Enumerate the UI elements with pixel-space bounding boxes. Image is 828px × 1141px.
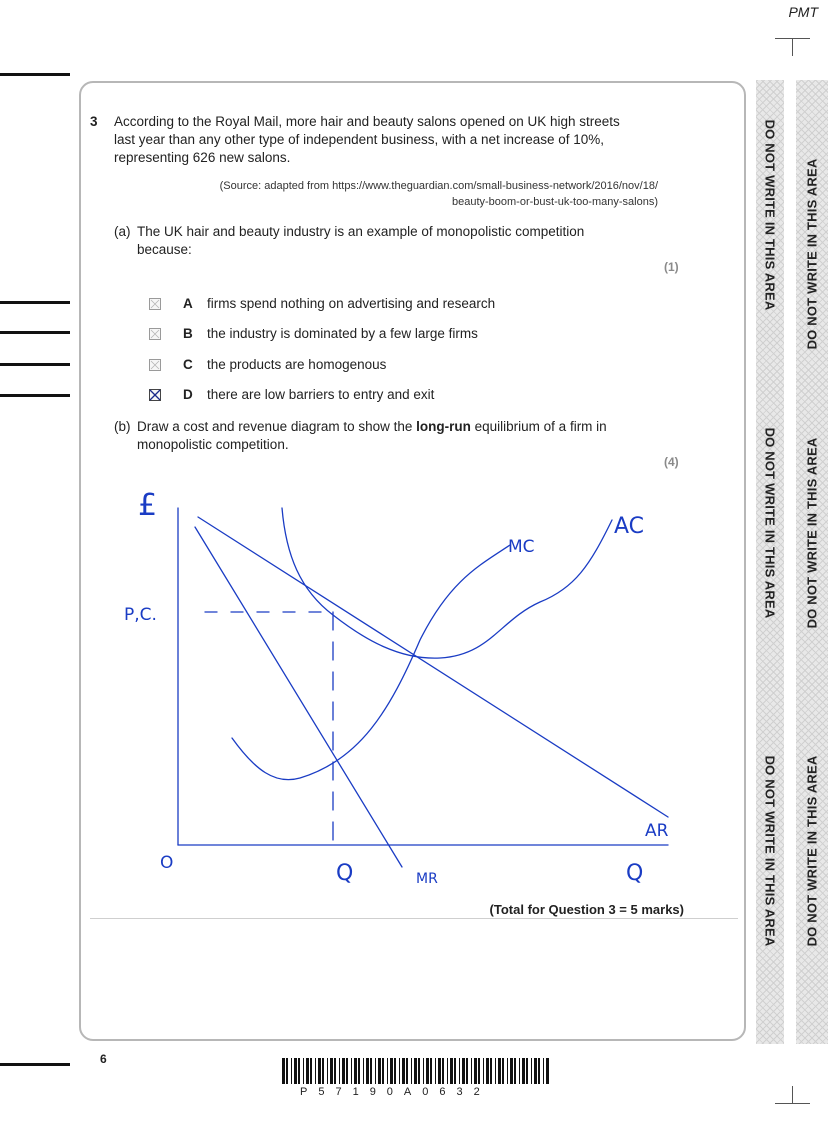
margin-bar [0, 394, 70, 397]
mr-label: MR [416, 871, 438, 887]
barcode-bar [282, 1058, 285, 1084]
mc-label: MC [508, 537, 535, 557]
barcode-bar [498, 1058, 501, 1084]
do-not-write-label: DO NOT WRITE IN THIS AREA [804, 437, 820, 629]
barcode-bar [519, 1058, 520, 1084]
barcode-bar [490, 1058, 492, 1084]
barcode-bar [327, 1058, 328, 1084]
crop-mark-bottom-v [792, 1086, 793, 1104]
barcode-bar [342, 1058, 345, 1084]
barcode-bar [315, 1058, 316, 1084]
option-a-text: firms spend nothing on advertising and research [207, 296, 496, 311]
barcode-bar [538, 1058, 540, 1084]
part-a-marks: (1) [664, 260, 679, 274]
question-stem-line: representing 626 new salons. [114, 150, 291, 165]
margin-bar [0, 363, 70, 366]
page-number: 6 [100, 1052, 107, 1066]
barcode-bar [306, 1058, 309, 1084]
barcode-bar [423, 1058, 424, 1084]
barcode-bar [406, 1058, 408, 1084]
barcode-bar [543, 1058, 544, 1084]
part-b-text-line2: monopolistic competition. [137, 437, 289, 452]
barcode-bar [483, 1058, 484, 1084]
option-c-letter: C [183, 357, 193, 372]
margin-bar [0, 73, 70, 76]
question-stem-line: last year than any other type of independent business, with a net increase of 10%, [114, 132, 605, 147]
part-b-text: Draw a cost and revenue diagram to show the long-run equilibrium of a firm in [137, 419, 607, 434]
barcode-bar [526, 1058, 528, 1084]
source-line: beauty-boom-or-bust-uk-too-many-salons) [451, 196, 658, 208]
barcode-bar [402, 1058, 405, 1084]
barcode-bar [438, 1058, 441, 1084]
barcode-bar [322, 1058, 324, 1084]
barcode-bar [318, 1058, 321, 1084]
barcode-bar [351, 1058, 352, 1084]
question-end-rule [90, 918, 738, 919]
barcode-bar [291, 1058, 292, 1084]
y-axis-label: £ [138, 488, 158, 523]
part-a-text: because: [137, 242, 192, 257]
quantity-equilibrium-label: Q [336, 861, 354, 886]
barcode-bar [414, 1058, 417, 1084]
barcode-bar [294, 1058, 297, 1084]
barcode-bar [507, 1058, 508, 1084]
barcode-text: P57190A0632 [300, 1086, 491, 1098]
barcode-bar [366, 1058, 369, 1084]
barcode-bar [310, 1058, 312, 1084]
barcode-bar [495, 1058, 496, 1084]
part-a-label: (a) [114, 224, 131, 239]
barcode-bar [534, 1058, 537, 1084]
barcode-bar [435, 1058, 436, 1084]
option-a-checkbox[interactable] [149, 298, 161, 310]
barcode-bar [354, 1058, 357, 1084]
part-b-label: (b) [114, 419, 131, 434]
question-total: (Total for Question 3 = 5 marks) [489, 902, 684, 917]
barcode-bar [447, 1058, 448, 1084]
do-not-write-label: DO NOT WRITE IN THIS AREA [762, 755, 778, 947]
source-line: (Source: adapted from https://www.theguardian.com/small-business-network/2016/nov/18/ [219, 180, 658, 192]
barcode-bar [418, 1058, 420, 1084]
do-not-write-label: DO NOT WRITE IN THIS AREA [762, 428, 778, 619]
price-cost-label: P,C. [124, 605, 157, 625]
barcode-bar [546, 1058, 549, 1084]
part-b-marks: (4) [664, 455, 679, 469]
margin-bar [0, 331, 70, 334]
barcode-bar [514, 1058, 516, 1084]
do-not-write-strip-outer [796, 80, 828, 1044]
barcode-bar [442, 1058, 444, 1084]
option-b-letter: B [183, 326, 193, 341]
crop-mark-top-v [792, 38, 793, 56]
option-d-text: there are low barriers to entry and exit [207, 387, 435, 402]
barcode-bar [330, 1058, 333, 1084]
barcode-bar [454, 1058, 456, 1084]
option-d-checkbox-checked[interactable] [149, 389, 161, 401]
barcode-bar [394, 1058, 396, 1084]
do-not-write-label: DO NOT WRITE IN THIS AREA [804, 158, 820, 349]
barcode-bar [346, 1058, 348, 1084]
barcode-bar [426, 1058, 429, 1084]
question-stem-line: According to the Royal Mail, more hair and beauty salons opened on UK high streets [114, 114, 620, 129]
barcode-bar [370, 1058, 372, 1084]
margin-bar [0, 301, 70, 304]
barcode-bar [390, 1058, 393, 1084]
barcode-bar [430, 1058, 432, 1084]
barcode-bar [522, 1058, 525, 1084]
barcode-bar [363, 1058, 364, 1084]
barcode-bar [303, 1058, 304, 1084]
barcode-bar [334, 1058, 336, 1084]
margin-bar [0, 1063, 70, 1066]
option-b-text: the industry is dominated by a few large firms [207, 326, 478, 341]
option-c-checkbox[interactable] [149, 359, 161, 371]
barcode-bar [471, 1058, 472, 1084]
barcode-bar [459, 1058, 460, 1084]
ar-label: AR [645, 821, 669, 841]
barcode-bar [399, 1058, 400, 1084]
barcode-bar [478, 1058, 480, 1084]
barcode-bar [382, 1058, 384, 1084]
barcode-bar [486, 1058, 489, 1084]
origin-label: O [160, 853, 174, 873]
option-c-text: the products are homogenous [207, 357, 387, 372]
pmt-watermark: PMT [788, 4, 818, 20]
x-axis-label: Q [626, 861, 644, 886]
barcode-bar [502, 1058, 504, 1084]
barcode-bar [510, 1058, 513, 1084]
barcode-bar [286, 1058, 288, 1084]
do-not-write-label: DO NOT WRITE IN THIS AREA [804, 755, 820, 947]
barcode-bar [378, 1058, 381, 1084]
barcode-bar [375, 1058, 376, 1084]
barcode-bar [450, 1058, 453, 1084]
barcode-bar [339, 1058, 340, 1084]
barcode-bar [298, 1058, 300, 1084]
ac-label: AC [614, 514, 645, 539]
barcode-bar [466, 1058, 468, 1084]
option-d-letter: D [183, 387, 193, 402]
barcode-bar [411, 1058, 412, 1084]
do-not-write-label: DO NOT WRITE IN THIS AREA [762, 119, 778, 311]
barcode-bar [387, 1058, 388, 1084]
barcode-bar [531, 1058, 532, 1084]
do-not-write-strip-inner [756, 80, 784, 1044]
question-number: 3 [90, 114, 98, 129]
barcode-bar [474, 1058, 477, 1084]
barcode-bar [358, 1058, 360, 1084]
option-a-letter: A [183, 296, 193, 311]
option-b-checkbox[interactable] [149, 328, 161, 340]
barcode [282, 1058, 552, 1084]
part-a-text: The UK hair and beauty industry is an example of monopolistic competition [137, 224, 585, 239]
barcode-bar [462, 1058, 465, 1084]
